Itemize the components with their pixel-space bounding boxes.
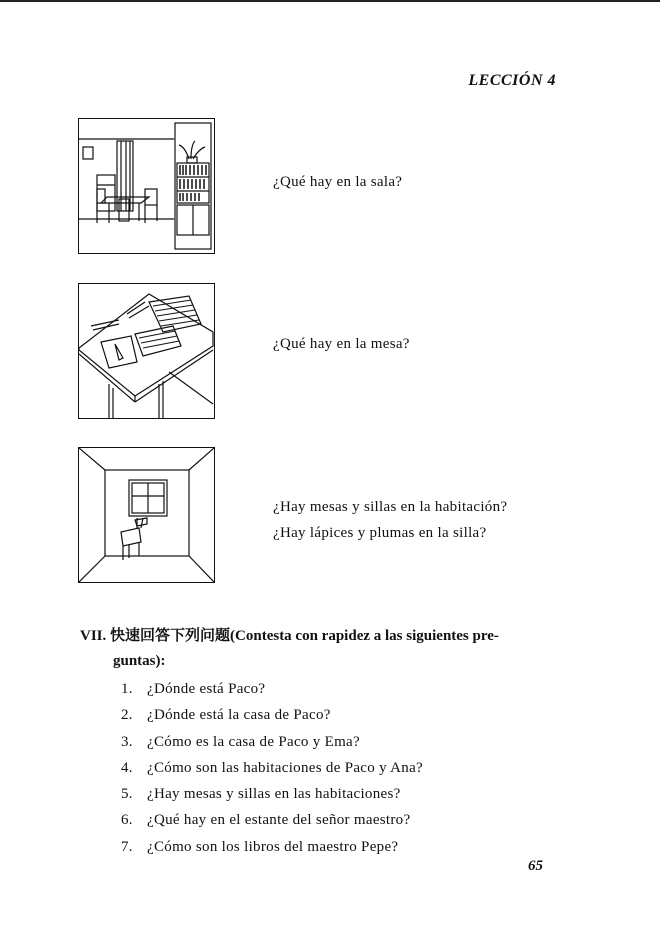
- question-number: 7.: [121, 838, 133, 855]
- list-item: [121, 781, 423, 807]
- list-item: [121, 755, 423, 781]
- list-item: [121, 676, 423, 702]
- exercise-title-continuation: guntas):: [113, 653, 166, 669]
- list-item: [121, 702, 423, 728]
- question-number: 2.: [121, 707, 133, 724]
- room-illustration: [78, 447, 215, 583]
- list-item: [121, 834, 423, 860]
- exercise-title: [80, 623, 499, 648]
- question-room-pencils: ¿Hay lápices y plumas en la silla?: [273, 525, 487, 541]
- question-text: ¿Dónde está la casa de Paco?: [147, 707, 331, 724]
- list-item: [121, 729, 423, 755]
- question-number: 5.: [121, 786, 133, 803]
- exercise-question-list: [121, 676, 423, 860]
- question-text: ¿Cómo son las habitaciones de Paco y Ana?: [147, 759, 423, 776]
- desk-drawing: [79, 284, 214, 418]
- question-room-tables: ¿Hay mesas y sillas en la habitación?: [273, 499, 508, 515]
- question-text: ¿Hay mesas y sillas en las habitaciones?: [147, 786, 401, 803]
- lesson-header: LECCIÓN 4: [468, 72, 556, 89]
- question-number: 1.: [121, 681, 133, 697]
- exercise-title-chinese: 快速回答下列问题: [110, 626, 231, 644]
- living-room-drawing: [79, 119, 214, 253]
- exercise-number: VII.: [80, 628, 107, 644]
- exercise-title-spanish: (Contesta con rapidez a las siguientes pre-: [230, 628, 499, 644]
- question-number: 3.: [121, 733, 133, 750]
- question-number: 6.: [121, 812, 133, 829]
- question-text: ¿Dónde está Paco?: [147, 681, 266, 697]
- list-item: [121, 807, 423, 833]
- room-drawing: [79, 448, 214, 582]
- question-living-room: ¿Qué hay en la sala?: [273, 174, 403, 190]
- question-desk: ¿Qué hay en la mesa?: [273, 336, 410, 352]
- desk-illustration: [78, 283, 215, 419]
- question-text: ¿Cómo es la casa de Paco y Ema?: [147, 733, 360, 750]
- question-text: ¿Cómo son los libros del maestro Pepe?: [147, 838, 399, 855]
- question-text: ¿Qué hay en el estante del señor maestro?: [147, 812, 411, 829]
- question-number: 4.: [121, 759, 133, 776]
- page-number: 65: [528, 858, 543, 874]
- living-room-illustration: [78, 118, 215, 254]
- top-rule: [0, 0, 660, 2]
